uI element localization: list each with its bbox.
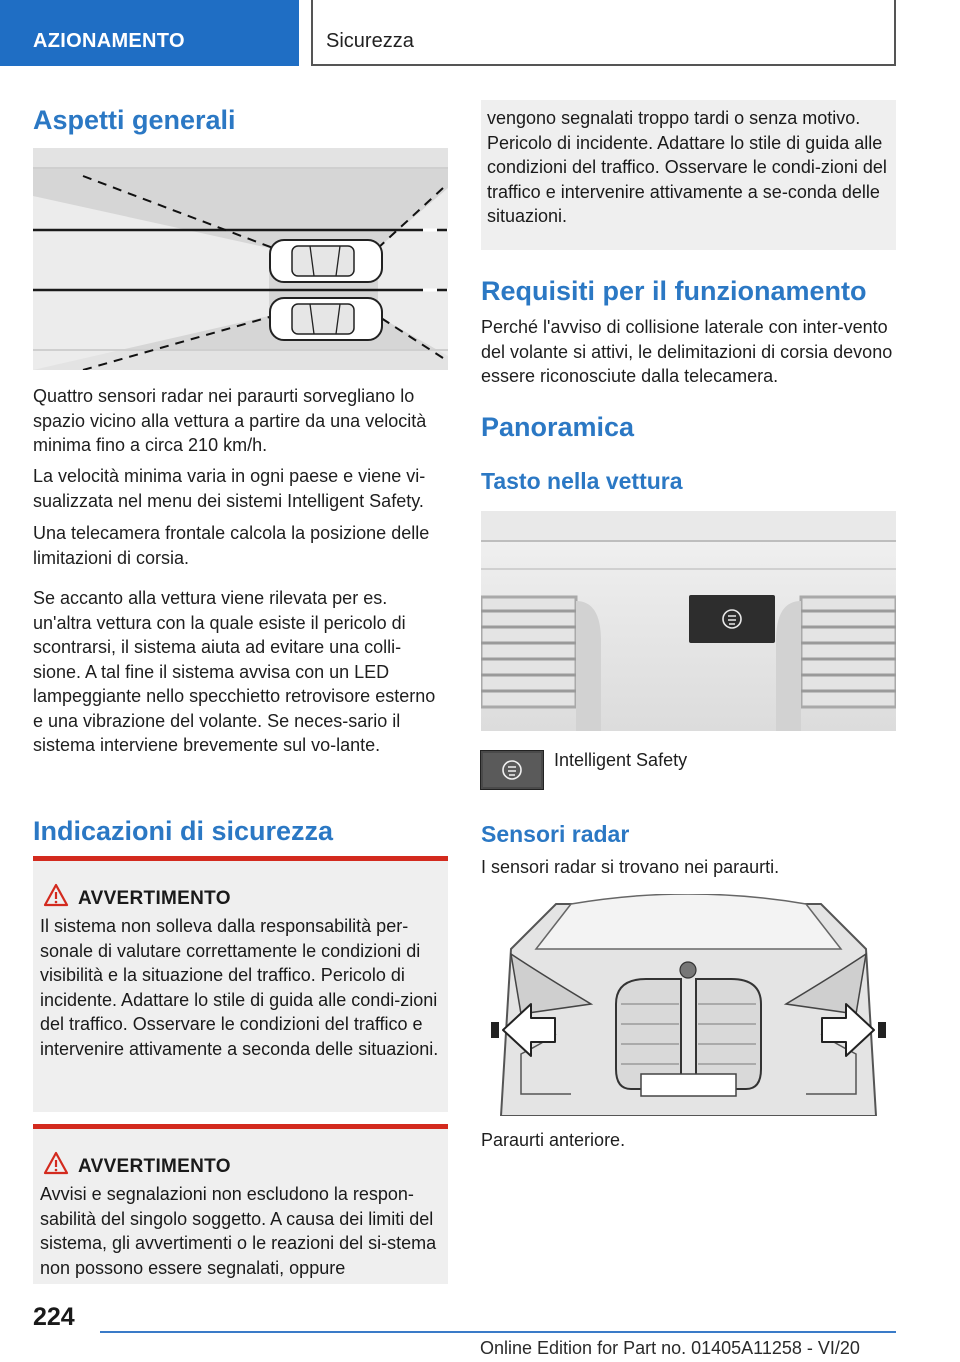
warning-title-2: AVVERTIMENTO (78, 1156, 231, 1177)
page-number: 224 (33, 1303, 75, 1331)
warning-title-1: AVVERTIMENTO (78, 888, 231, 909)
chapter-tab[interactable]: AZIONAMENTO (0, 0, 299, 66)
warning-box-2-continued (481, 100, 896, 250)
dashboard-button-photo (481, 511, 896, 731)
footer-divider (100, 1331, 896, 1333)
intelligent-safety-physical-button (689, 595, 775, 643)
heading-safety: Indicazioni di sicurezza (33, 816, 334, 846)
paragraph-radar: I sensori radar si trovano nei paraurti. (481, 857, 780, 877)
right-air-vent (801, 597, 896, 707)
lanes-diagram (33, 148, 448, 370)
warning-box-2 (33, 1124, 448, 1284)
warning-text-1: Il sistema non solleva dalla responsabilità per-sonale di valutare correttamente le condizioni di visibilità e la situazione del traffico. Pericolo di incidente. Adattare lo stile di guida alle condi-zioni del traffico. Osservare le condizioni del traffico e intervenire attivamente a seconda delle situazioni. (40, 916, 439, 1059)
paragraph-sensors: Quattro sensori radar nei paraurti sorvegliano lo spazio vicino alla vettura a partire da una velocità minima fino a circa 210 km/h. (33, 386, 427, 455)
subheading-button: Tasto nella vettura (481, 468, 683, 494)
heading-requirements: Requisiti per il funzionamento (481, 276, 867, 306)
warning-text-2-continued: vengono segnalati troppo tardi o senza motivo. Pericolo di incidente. Adattare lo stile di guida alle condizioni del traffico. Osservare le condi-zioni del traffico e intervenire attivamente a se-conda delle situazioni. (487, 108, 887, 226)
button-label: Intelligent Safety (554, 750, 688, 770)
intelligent-safety-icon (480, 750, 544, 790)
paragraph-assist: Se accanto alla vettura viene rilevata per es. un'altra vettura con la quale esiste il pericolo di scontrarsi, il sistema aiuta ad evitare una colli-sione. A tal fine il sistema avvisa con un LED lampeggiante nello specchietto retrovisore esterno e una vibrazione del volante. Se neces-sario il sistema interviene brevemente sul vo-lante. (33, 588, 436, 755)
warning-text-2: Avvisi e segnalazioni non escludono la respon-sabilità del singolo soggetto. A causa dei limiti del sistema, gli avvertimenti o le reazioni del si-stema non possono essere segnalati, oppure (40, 1184, 437, 1278)
paragraph-min-speed: La velocità minima varia in ogni paese e viene vi-sualizzata nel menu dei sistemi Intelligent Safety. (33, 466, 426, 511)
car-bottom (270, 298, 382, 340)
paragraph-requirements: Perché l'avviso di collisione laterale con inter-vento del volante si attivi, le delimitazioni di corsia devono essere riconosciute dalla telecamera. (481, 317, 893, 386)
warning-box-1 (33, 856, 448, 1112)
car-top (270, 240, 382, 282)
subheading-radar: Sensori radar (481, 821, 630, 847)
footer-edition: Online Edition for Part no. 01405A11258 - VI/20 (480, 1338, 860, 1358)
caption-bumper: Paraurti anteriore. (481, 1130, 626, 1150)
heading-general: Aspetti generali (33, 105, 236, 135)
heading-overview: Panoramica (481, 412, 635, 442)
warning-icon (43, 883, 69, 907)
paragraph-camera: Una telecamera frontale calcola la posizione delle limitazioni di corsia. (33, 523, 430, 568)
section-title: Sicurezza (311, 0, 896, 66)
left-air-vent (481, 597, 576, 707)
car-front-illustration (481, 894, 896, 1116)
warning-icon (43, 1151, 69, 1175)
